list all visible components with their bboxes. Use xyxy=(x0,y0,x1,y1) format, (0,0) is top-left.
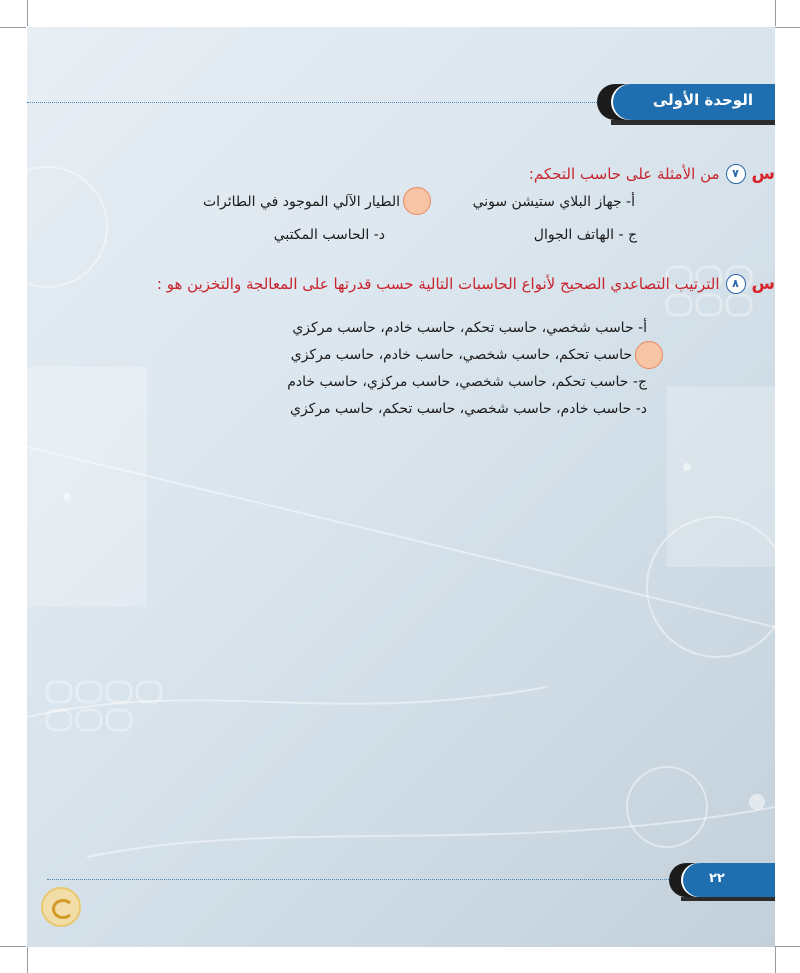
option-text: حاسب خادم، حاسب شخصي، حاسب تحكم، حاسب مركزي xyxy=(290,401,632,417)
q7-option-b xyxy=(203,194,400,210)
q7-option-d xyxy=(274,227,385,243)
trim-mark xyxy=(774,27,800,28)
option-text: الحاسب المكتبي xyxy=(273,227,370,243)
option-text: حاسب شخصي، حاسب تحكم، حاسب خادم، حاسب مركزي xyxy=(292,320,634,336)
publisher-logo-icon xyxy=(41,887,81,927)
q8-option-b xyxy=(291,347,632,363)
trim-mark xyxy=(775,0,776,26)
option-text: حاسب تحكم، حاسب شخصي، حاسب مركزي، حاسب خادم xyxy=(287,374,629,390)
option-letter: ج- xyxy=(632,374,647,390)
question-8-heading xyxy=(157,274,775,294)
trim-mark xyxy=(27,0,28,26)
question-mark: س xyxy=(751,164,775,184)
header-dotted-rule xyxy=(27,102,599,103)
selected-answer-circle xyxy=(635,341,663,369)
option-letter: أ- xyxy=(638,320,647,336)
q8-option-d xyxy=(290,401,647,417)
option-letter: أ- xyxy=(626,194,635,210)
textbook-page xyxy=(27,27,775,947)
option-text: الطيار الآلي الموجود في الطائرات xyxy=(202,194,400,210)
question-mark: س xyxy=(751,274,775,294)
trim-mark xyxy=(774,946,800,947)
unit-title: الوحدة الأولى xyxy=(652,91,753,109)
option-text: جهاز البلاي ستيشن سوني xyxy=(472,194,622,210)
option-letter: د- xyxy=(373,227,385,243)
trim-mark xyxy=(775,947,776,973)
q7-option-c xyxy=(534,227,637,243)
trim-mark xyxy=(0,27,26,28)
q8-option-c xyxy=(287,374,647,390)
question-7-heading xyxy=(529,164,775,184)
question-text: من الأمثلة على حاسب التحكم: xyxy=(528,165,720,183)
selected-answer-circle xyxy=(403,187,431,215)
q7-option-a xyxy=(473,194,635,210)
question-number-badge: ٨ xyxy=(726,274,746,294)
option-letter: د- xyxy=(635,401,647,417)
option-text: الهاتف الجوال xyxy=(533,227,614,243)
footer-dotted-rule xyxy=(47,879,671,880)
question-number-badge: ٧ xyxy=(726,164,746,184)
trim-mark xyxy=(0,946,26,947)
question-text: الترتيب التصاعدي الصحيح لأنواع الحاسبات التالية حسب قدرتها على المعالجة والتخزين هو : xyxy=(156,275,720,293)
option-letter: ج - xyxy=(618,227,637,243)
option-text: حاسب تحكم، حاسب شخصي، حاسب خادم، حاسب مركزي xyxy=(290,347,632,363)
unit-header-tab xyxy=(597,84,775,120)
q8-option-a xyxy=(292,320,647,336)
trim-mark xyxy=(27,947,28,973)
page-number-tab xyxy=(669,863,775,897)
page-number: ٢٢ xyxy=(709,871,725,886)
